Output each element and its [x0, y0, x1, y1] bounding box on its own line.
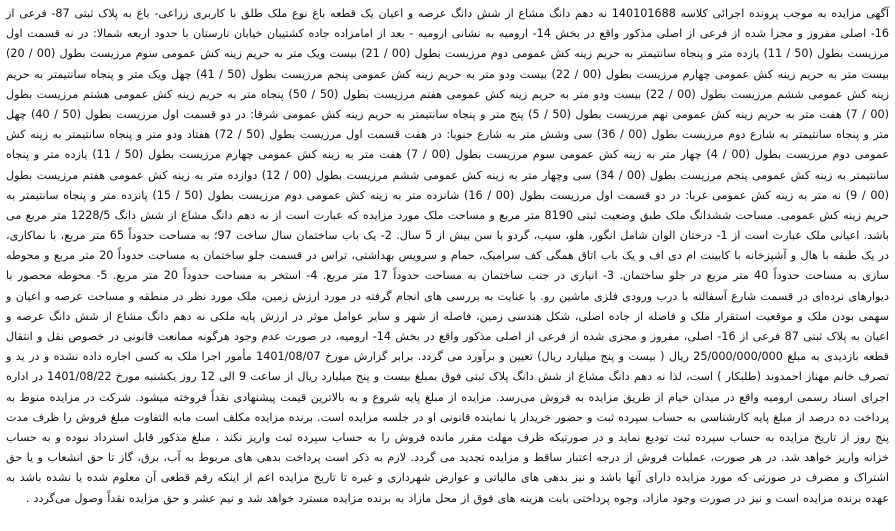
- auction-notice-text: آگهی مزایده به موجب پرونده اجرائی کلاسه 140101688 نه دهم دانگ مشاع از شش دانگ عرصه و اعیان یک قطعه باغ نوع ملک طلق با کاربری زراعی- باغ به پلاک ثبتی 87- فرعی از 16- اصلی مفروز و مجزا شده از فرعی از اصلی مذکور واقع در بخش 14- ارومیه به نشانی ارومیه - بعد از امامزاده جاده کشتیبان خیابان نارستان با حدود اربعه شمالا: در نه قسمت اول مرزیست بطول (50 / 11) یازده متر و پنجاه سانتیمتر به حریم زینه کش عمومی دوم مرزیست بطول (00 / 21) بیست ویک متر به حریم زینه کش عمومی سوم مرزیست بطول (00 / 20) بیست متر به حریم زینه کش عمومی چهارم مرزیست بطول (00 / 22) بیست ودو متر به حریم زینه کش عمومی پنجم مرزیست بطول (50 / 41) چهل ویک متر و پنجاه سانتیمتر به حریم زینه کش عمومی ششم مرزیست بطول (00 / 22) بیست ودو متر به حریم زینه کش عمومی هفتم مرزیست بطول (50 / 50) پنجاه متر به حریم زینه کش عمومی هشتم مرزیست بطول (00 / 7) هفت متر به حریم زینه کش عمومی نهم مرزیست بطول (50 / 5) پنج متر و پنجاه سانتیمتر به حریم زینه کش عمومی شرقا: در دو قسمت اول مرزیست بطول (50 / 40) چهل متر و پنجاه سانتیمتر به شارع دوم مرزیست بطول (00 / 36) سی وشش متر به شارع جنوبا: در هفت قسمت اول مرزیست بطول (50 / 72) هفتاد ودو متر و پنجاه سانتیمتر به زینه کش عمومی دوم مرزیست بطول (00 / 4) چهار متر به زینه کش عمومی سوم مرزیست بطول (00 / 7) هفت متر به زینه کش عمومی چهارم مرزیست بطول (50 / 11) یازده متر و پنجاه سانتیمتر به زینه کش عمومی پنجم مرزیست بطول (00 / 34) سی وچهار متر به زینه کش عمومی ششم مرزیست بطول (00 / 12) دوازده متر به زینه کش عمومی هفتم مرزیست بطول (00 / 9) نه متر به زینه کش عمومی غربا: در دو قسمت اول مرزیست بطول (00 / 16) شانزده متر به زینه کش عمومی دوم مرزیست بطول (50 / 15) پانزده متر و پنجاه سانتیمتر به حریم زینه کش عمومی. مساحت ششدانگ ملک طبق وضعیت ثبتی 8190 متر مربع و مساحت ملک مورد مزایده که عبارت است از نه دهم دانگ مشاع از شش دانگ 1228/5 متر مربع می باشد. اعیانی ملک عبارت است از 1- درختان الوان شامل انگور، هلو، سیب، گردو با سن بیش از 5 سال. 2- یک باب ساختمان سال ساخت 97؛ به مساحت حدوداً 65 متر مربع، با نماکاری، در یک طبقه با هال و آشپزخانه با کابینت ام دی اف و یک باب اتاق همگی کف سرامیک، حمام و سرویس بهداشتی، تراس در قسمت جلو ساختمان به مساحت حدوداً 20 متر مربع و محوطه سازی به مساحت حدوداً 40 متر مربع در جلو ساختمان. 3- انباری در جنب ساختمان به مساحت حدوداً 17 متر مربع. 4- استخر به مساحت حدوداً 20 متر مربع. 5- محوطه محصور با دیوارهای نرده‌ای در قسمت شارع آسفالته با درب ورودی فلزی ماشین رو. با عنایت به بررسی های انجام گرفته در مورد ارزش زمین، ملک مورد نظر در منطقه و مساحت عرصه و اعیان و سهمی بودن ملک و موقعیت استقرار ملک و فاصله از جاده اصلی، شکل هندسی زمین، فاصله از شهر و سایر عوامل موثر در ارزش پایه ملکی نه دهم دانگ مشاع از شش دانگ عرصه و اعیان به پلاک ثبتی 87 فرعی از 16- اصلی، مفروز و مجزی شده از فرعی از اصلی مذکور واقع در بخش 14- ارومیه، در صورت عدم وجود هرگونه ممانعت قانونی در خصوص نقل و انتقال قطعه بازدیدی به مبلغ 25/000/000/000 ریال ( بیست و پنج میلیارد ریال) تعیین و برآورد می گردد. برابر گزارش مورخ 1401/08/07 مأمور اجرا ملک به کسی اجاره داده نشده و در ید و تصرف خانم مهناز احمدوند (طلبکار ) است، لذا نه دهم دانگ مشاع از شش دانگ پلاک ثبتی فوق بمبلغ بیست و پنج میلیارد ریال از ساعت 9 الی 12 روز یکشنبه مورخ 1401/08/22 در اداره اجرای اسناد رسمی ارومیه واقع در میدان خیام از طریق مزایده به فروش می‌رسد. مزایده از مبلغ پایه شروع و به بالاترین قیمت پیشنهادی نقداً فروخته میشود. شرکت در مزایده منوط به پرداخت ده درصد از مبلغ پایه کارشناسی به حساب سپرده ثبت و حضور خریدار یا نماینده قانونی او در جلسه مزایده است. برنده مزایده مکلف است مابه التفاوت مبلغ فروش را ظرف مدت پنج روز از تاریخ مزایده به حساب سپرده ثبت تودیع نماید و در صورتیکه ظرف مهلت مقرر مانده فروش را به حساب سپرده ثبت واریز نکند ، مبلغ مذکور قابل استرداد نبوده و به حساب خزانه واریز خواهد شد. در هر صورت، عملیات فروش از درجه اعتبار ساقط و مزایده تجدید می گردد. لازم به ذکر است پرداخت بدهی های مربوط به آب، برق، گاز تا حق انشعاب و یا حق اشتراک و مصرف در صورتی که مورد مزایده دارای آنها باشد و نیز بدهی های مالیاتی و عوارض شهرداری و غیره تا تاریخ مزایده اعم از اینکه رقم قطعی آن معلوم شده یا نشده باشد به عهده برنده مزایده است و نیز در صورت وجود مازاد، وجوه پرداختی بابت هزینه های فوق از محل مازاد به برنده مزایده مسترد خواهد شد و نیم عشر و حق مزایده نقداً وصول می‌گردد .: [6, 7, 890, 505]
